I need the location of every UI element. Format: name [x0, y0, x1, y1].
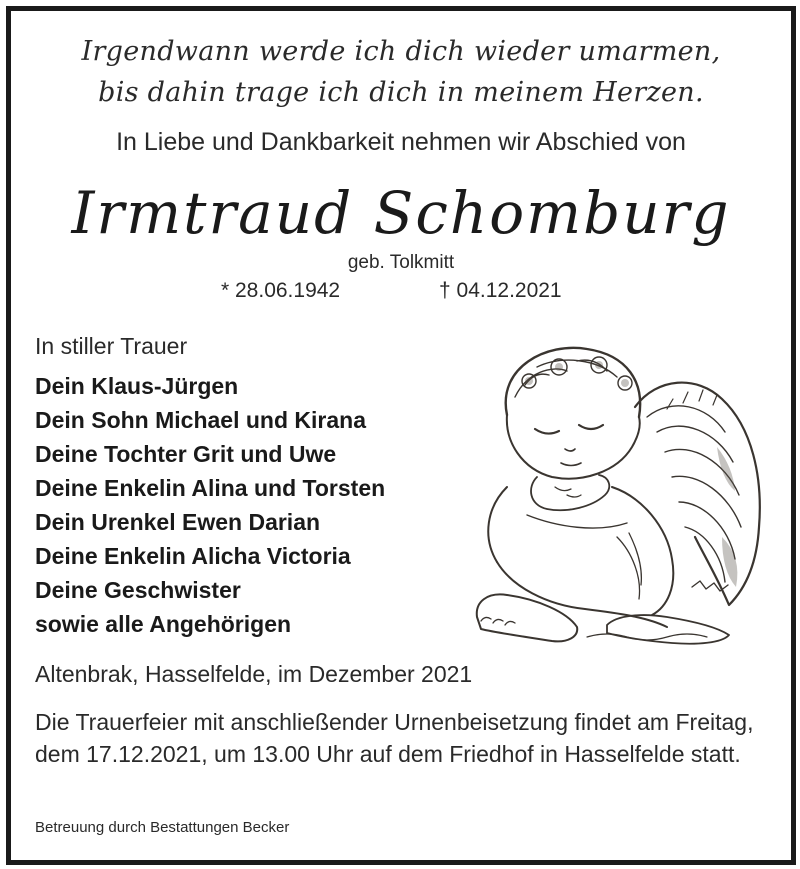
mourner-item: Dein Klaus-Jürgen: [35, 373, 239, 399]
obituary-frame: [6, 6, 796, 865]
mourner-item: sowie alle Angehörigen: [35, 611, 292, 637]
mourners-list: [35, 369, 385, 641]
funeral-home-note: Betreuung durch Bestattungen Becker: [35, 819, 290, 836]
mourner-item: Deine Geschwister: [35, 577, 241, 603]
mourner-item: Deine Enkelin Alina und Torsten: [35, 475, 386, 501]
mourner-item: Dein Sohn Michael und Kirana: [35, 407, 366, 433]
birth-date: * 28.06.1942: [221, 279, 341, 302]
mourner-item: Dein Urenkel Ewen Darian: [35, 509, 321, 535]
deceased-name: Irmtraud Schomburg: [71, 179, 731, 247]
death-date: † 04.12.2021: [439, 279, 562, 302]
poem-line-2: bis dahin trage ich dich in meinem Herzen.: [98, 77, 704, 108]
maiden-name: geb. Tolkmitt: [347, 252, 455, 273]
mourner-item: Deine Tochter Grit und Uwe: [35, 441, 337, 467]
poem: [11, 31, 791, 113]
service-info: Die Trauerfeier mit anschließender Urnenbeisetzung findet am Freitag, dem 17.12.2021, um 13.00 Uhr auf dem Friedhof in Hasselfelde statt.: [35, 709, 754, 767]
mourner-item: Deine Enkelin Alicha Victoria: [35, 543, 351, 569]
intro-text: In Liebe und Dankbarkeit nehmen wir Abschied von: [116, 128, 686, 156]
place-date: Altenbrak, Hasselfelde, im Dezember 2021: [35, 661, 473, 687]
mourning-heading: In stiller Trauer: [35, 333, 188, 359]
poem-line-1: Irgendwann werde ich dich wieder umarmen,: [81, 36, 721, 67]
sleeping-angel-icon: [467, 337, 767, 649]
